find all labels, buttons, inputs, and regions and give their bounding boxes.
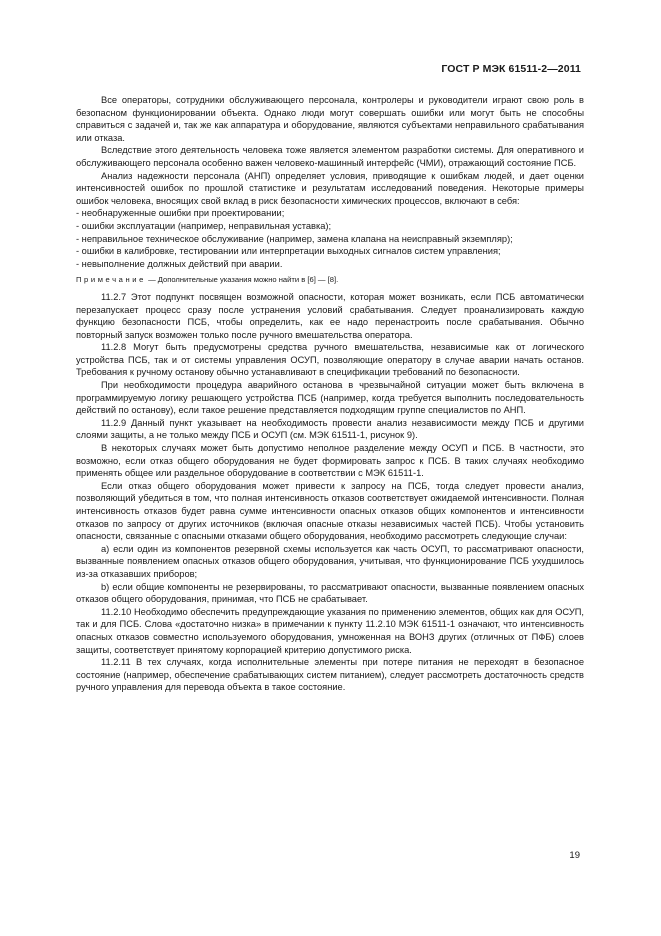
paragraph: а) если один из компонентов резервной схемы используется как часть ОСУП, то рассматривают опасности, вызванные появлением опасных отказов общего оборудования, учитывая, что функционирование ПСБ ухудшилось из-за отказавших приборов; (76, 543, 584, 579)
document-body (76, 94, 584, 694)
paragraph: В некоторых случаях может быть допустимо неполное разделение между ОСУП и ПСБ. В частности, это возможно, если отказ общего оборудования не будет формировать запрос к ПСБ. В таких случаях необходимо применять общее или раздельное оборудование в соответствии с МЭК 61511-1. (76, 443, 584, 479)
paragraph: 11.2.9 Данный пункт указывает на необходимость провести анализ независимости между ПСБ и другими слоями защиты, а не только между ПСБ и ОСУП (см. МЭК 61511-1, рисунок 9). (76, 417, 584, 441)
note-text: — Дополнительные указания можно найти в [6] — [8]. (145, 275, 339, 285)
paragraph: b) если общие компоненты не резервированы, то рассматривают опасности, вызванные появлением опасных отказов общего оборудования, принимая, что ПСБ не срабатывает. (76, 581, 584, 605)
paragraph: 11.2.7 Этот подпункт посвящен возможной опасности, которая может возникать, если ПСБ автоматически перезапускает процесс сразу после устранения условий срабатывания. Следует проанализировать каждую функцию безопасности ПСБ, чтобы определить, как ее надо перенастроить после срабатывания. Обычно повторный запуск возможен только после ручного вмешательства оператора. (76, 291, 584, 340)
list-item: - неправильное техническое обслуживание (например, замена клапана на неисправный экземпляр); (76, 233, 513, 244)
paragraph: При необходимости процедура аварийного останова в чрезвычайной ситуации может быть включена в программируемую логику решающего устройства ПСБ (например, когда требуется выполнить последовательность действий по останову), если такое решение представляется подходящим группе специалистов по АНП. (76, 380, 584, 416)
paragraph: Вследствие этого деятельность человека тоже является элементом разработки системы. Для оперативного и обслуживающего персонала особенно важен человеко-машинный интерфейс (ЧМИ), отражающий состояние ПСБ. (76, 145, 584, 168)
paragraph: Анализ надежности персонала (АНП) определяет условия, приводящие к ошибкам людей, и дает оценки интенсивностей ошибок по прошлой статистике и результатам исследований поведения. Некоторые примеры ошибок человека, вносящих свой вклад в риск безопасности химических процессов, включают в себя: (76, 170, 584, 206)
page-number: 19 (569, 850, 580, 861)
paragraph: 11.2.11 В тех случаях, когда исполнительные элементы при потере питания не переходят в безопасное состояние (например, обеспечение срабатывающих систем питанием), следует рассмотреть достаточность средств ручного управления для перевода объекта в такое состояние. (76, 657, 584, 693)
paragraph: 11.2.10 Необходимо обеспечить предупреждающие указания по применению элементов, общих как для ОСУП, так и для ПСБ. Слова «достаточно низка» в примечании к пункту 11.2.10 МЭК 61511-1 означают, что интенсивность опасных отказов совместно используемого оборудования, умноженная на ВОНЗ других (отличных от ПФБ) слоев защиты, соответствует принятому корпорацией критерию допустимого риска. (76, 606, 584, 655)
paragraph: 11.2.8 Могут быть предусмотрены средства ручного вмешательства, независимые как от логического устройства ПСБ, так и от системы управления ОСУП, позволяющие оператору в случае аварии начать останов. Требования к ручному останову обычно устанавливают в спецификации требований по безопасности. (76, 342, 584, 378)
list-item: - ошибки эксплуатации (например, неправильная уставка); (76, 220, 332, 231)
note (76, 274, 584, 287)
list-item: - невыполнение должных действий при аварии. (76, 258, 283, 269)
paragraph: Если отказ общего оборудования может привести к запросу на ПСБ, тогда следует провести анализ, позволяющий убедиться в том, что полная интенсивность отказов соответствует ожидаемой интенсивности. Полная интенсивность отказов будет равна сумме интенсивности опасных отказов общих компонентов и интенсивности отказов по запросу от других источников (включая опасные отказы независимых частей ПСБ). Чтобы установить опасности, связанные с опасными отказами общего оборудования, необходимо рассмотреть следующие случаи: (76, 480, 584, 542)
paragraph: Все операторы, сотрудники обслуживающего персонала, контролеры и руководители играют свою роль в безопасном функционировании объекта. Однако люди могут совершать ошибки или могут быть не способны справиться с задачей и, так же как аппаратура и оборудование, являются субъектами неправильного срабатывания или отказа. (76, 95, 584, 143)
list-item: - необнаруженные ошибки при проектировании; (76, 208, 285, 219)
document-header: ГОСТ Р МЭК 61511-2—2011 (441, 63, 581, 75)
note-label: Примечание (76, 275, 146, 285)
list-item: - ошибки в калибровке, тестировании или интерпретации выходных сигналов систем управления; (76, 246, 501, 257)
